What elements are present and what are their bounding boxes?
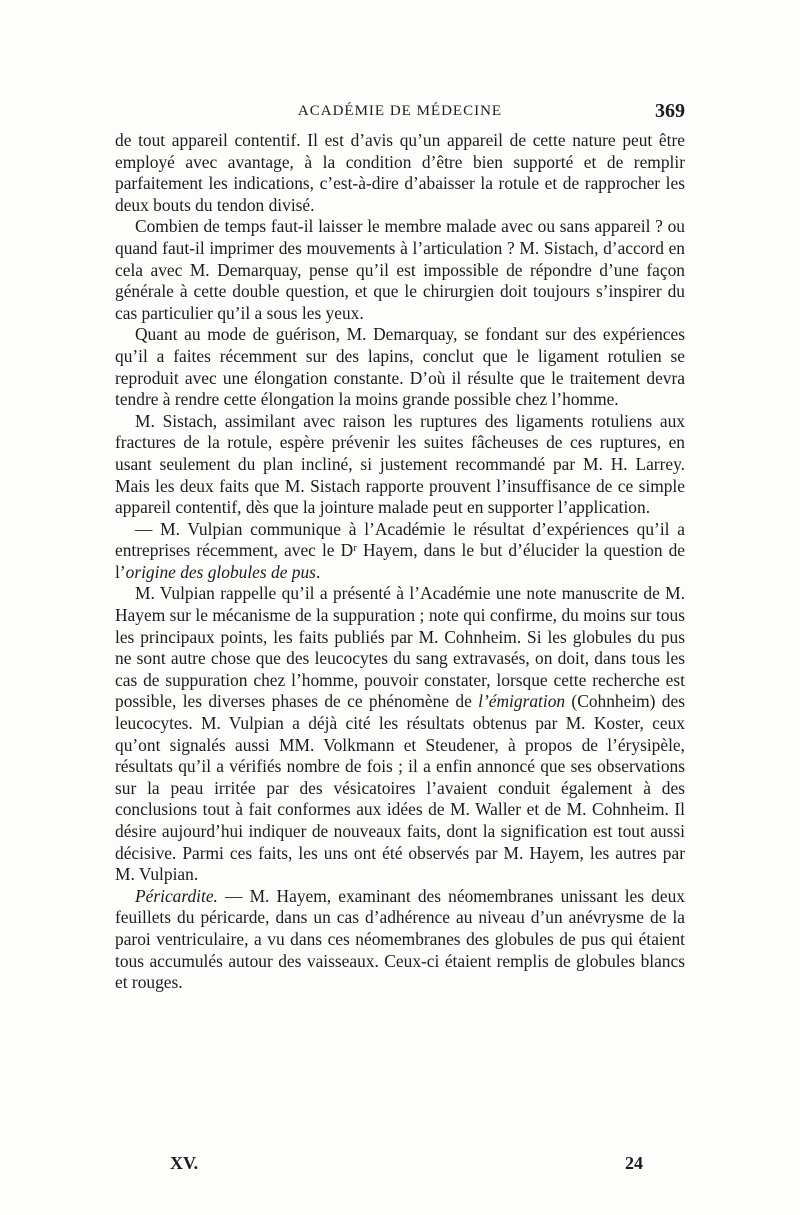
paragraph-text: . xyxy=(315,561,321,582)
running-title: ACADÉMIE DE MÉDECINE xyxy=(297,103,503,119)
paragraph xyxy=(115,411,685,519)
paragraph-text: Combien de temps faut-il laisser le membre malade avec ou sans appareil ? ou quand faut-il imprimer des mouvements à l’articulation ? M. Sistach, d’accord en cela avec M. Demarquay, pense qu’il est impossible de répondre d’une façon générale à cette double question, et que le chirurgien doit toujours s’inspirer du cas particulier qu’il a sous les yeux. xyxy=(115,216,685,323)
paragraph-text: — M. Vulpian communique à l’Académie le résultat d’expériences qu’il a entreprises récemment, avec le Dʳ Hayem, dans le but d’élucider la question de l’ xyxy=(115,518,685,582)
page-number: 369 xyxy=(655,100,685,122)
paragraph-text: — M. Hayem, examinant des néomembranes unissant les deux feuillets du péricarde, dans un cas d’adhérence au niveau d’un anévrysme de la paroi ventriculaire, a vu dans ces néomembranes des globules de pus qui étaient tous accumulés autour des vaisseaux. Ceux-ci étaient remplis de globules blancs et rouges. xyxy=(115,885,685,993)
page-footer xyxy=(115,1153,685,1177)
paragraph xyxy=(115,886,685,994)
paragraph xyxy=(115,324,685,410)
paragraph-text: de tout appareil contentif. Il est d’avis qu’un appareil de cette nature peut être employé avec avantage, à la condition d’être bien supporté et de remplir parfaitement les indications, c’est-à-dire d’abaisser la rotule et de rapprocher les deux bouts du tendon divisé. xyxy=(115,130,685,215)
paragraph xyxy=(115,519,685,584)
paragraph xyxy=(115,130,685,216)
italic-text: l’émigration xyxy=(478,691,566,712)
page-header xyxy=(115,100,685,126)
paragraph-text: (Cohnheim) des leucocytes. M. Vulpian a déjà cité les résultats obtenus par M. Koster, ceux qu’ont signalés aussi MM. Volkmann et Steudener, à propos de l’érysipèle, résultats qu’il a vérifiés nombre de fois ; il a enfin annoncé que ses observations sur la peau irritée par des vésicatoires l’avaient conduit également à des conclusions tout à fait conformes aux idées de M. Waller et de M. Cohnheim. Il désire aujourd’hui indiquer de nouveaux faits, dont la signification est tout aussi décisive. Parmi ces faits, les uns ont été observés par M. Hayem, les autres par M. Vulpian. xyxy=(115,691,685,885)
body-text xyxy=(115,130,685,994)
paragraph-text: M. Sistach, assimilant avec raison les ruptures des ligaments rotuliens aux fractures de la rotule, espère prévenir les suites fâcheuses de ces ruptures, en usant seulement du plan incliné, si justement recommandé par M. H. Larrey. Mais les deux faits que M. Sistach rapporte prouvent l’insuffisance de ce simple appareil contentif, dès que la jointure malade peut en supporter l’application. xyxy=(115,410,685,518)
paragraph xyxy=(115,216,685,324)
sheet-number: 24 xyxy=(625,1153,643,1173)
italic-text: Péricardite. xyxy=(135,885,218,906)
italic-text: origine des globules de pus xyxy=(125,561,316,582)
paragraph xyxy=(115,583,685,885)
paragraph-text: Quant au mode de guérison, M. Demarquay, se fondant sur des expériences qu’il a faites récemment sur des lapins, conclut que le ligament rotulien se reproduit avec une élongation constante. D’où il résulte que le traitement devra tendre à rendre cette élongation la moins grande possible chez l’homme. xyxy=(115,324,685,410)
signature-mark: XV. xyxy=(170,1153,199,1173)
paragraph-text: M. Vulpian rappelle qu’il a présenté à l’Académie une note manuscrite de M. Hayem sur le mécanisme de la suppuration ; note qui confirme, du moins sur tous les principaux points, les faits publiés par M. Cohnheim. Si les globules du pus ne sont autre chose que des leucocytes du sang extravasés, on doit, dans tous les cas de suppuration chez l’homme, pouvoir constater, lorsque cette recherche est possible, les diverses phases de ce phénomène de xyxy=(115,583,685,712)
